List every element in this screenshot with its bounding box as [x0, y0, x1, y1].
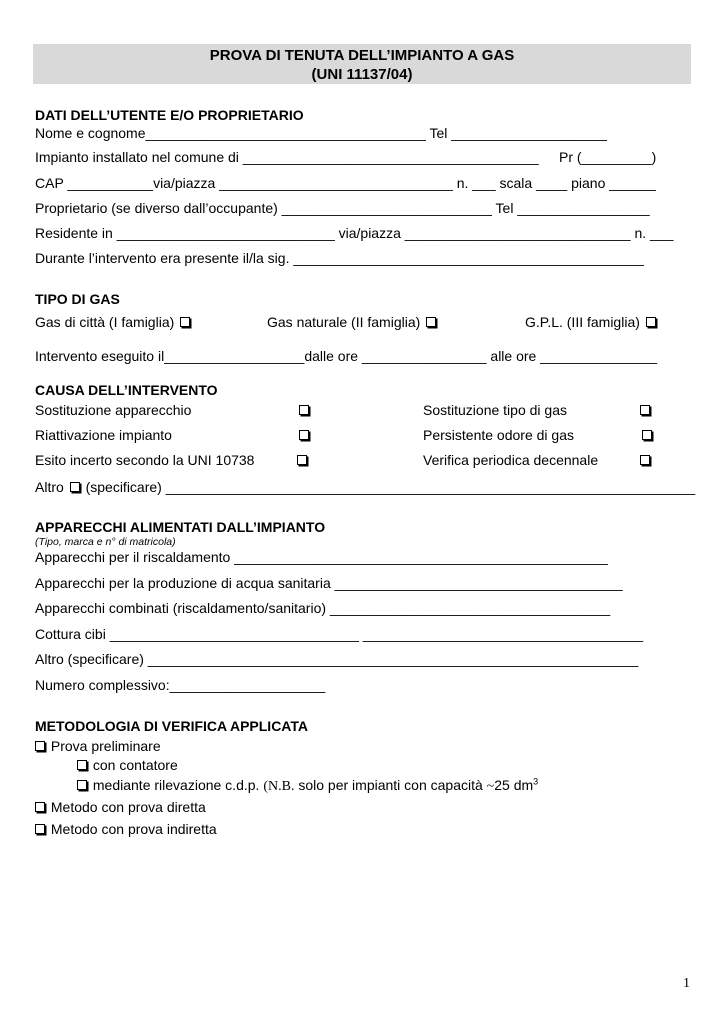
present-person-field[interactable]: Durante l’intervento era presente il/la sig. _____________________________________________: [35, 250, 644, 266]
method-cdp-nb: (N.B.: [263, 779, 295, 794]
province-field[interactable]: Pr (_________): [559, 149, 657, 165]
cause-other-field[interactable]: [35, 478, 695, 496]
method-direct[interactable]: [35, 798, 206, 816]
method-preliminary-label: Prova preliminare: [50, 738, 161, 754]
checkbox-icon[interactable]: [426, 317, 436, 327]
apparecchi-note: (Tipo, marca e n° di matricola): [35, 536, 176, 548]
checkbox-icon[interactable]: [299, 405, 309, 415]
checkbox-icon[interactable]: [35, 741, 45, 751]
cause-left-3-label: Esito incerto secondo la UNI 10738: [35, 452, 255, 468]
checkbox-icon[interactable]: [180, 317, 190, 327]
checkbox-icon[interactable]: [35, 824, 45, 834]
method-direct-label: Metodo con prova diretta: [50, 799, 206, 815]
gas-option-citta-label: Gas di città (I famiglia): [35, 314, 175, 330]
checkbox-icon[interactable]: [640, 405, 650, 415]
cause-other-specify: (specificare) ____________________________________________________________________: [85, 479, 696, 495]
checkbox-icon[interactable]: [642, 430, 652, 440]
checkbox-icon[interactable]: [77, 760, 87, 770]
gas-option-gpl[interactable]: [525, 313, 658, 331]
method-indirect-label: Metodo con prova indiretta: [50, 821, 217, 837]
checkbox-icon[interactable]: [77, 780, 87, 790]
heating-appliances-field[interactable]: Apparecchi per il riscaldamento ________________________________________________: [35, 549, 608, 565]
checkbox-icon[interactable]: [35, 802, 45, 812]
method-cdp-condition: solo per impianti con capacità: [298, 777, 483, 793]
section-heading-user: DATI DELL’UTENTE E/O PROPRIETARIO: [35, 107, 304, 123]
page-number: 1: [683, 976, 690, 991]
cause-right-1-label: Sostituzione tipo di gas: [423, 402, 567, 418]
residence-field[interactable]: Residente in ____________________________ via/piazza _____________________________ n. ___: [35, 225, 674, 241]
checkbox-icon[interactable]: [70, 482, 80, 492]
checkbox-icon[interactable]: [297, 455, 307, 465]
comune-field[interactable]: Impianto installato nel comune di ______________________________________: [35, 149, 539, 165]
address-field[interactable]: CAP ___________via/piazza ______________________________ n. ___ scala ____ piano ______: [35, 175, 656, 191]
gas-option-citta[interactable]: [35, 313, 192, 331]
cause-right-2-label: Persistente odore di gas: [423, 427, 574, 443]
approx-symbol: ~: [486, 779, 495, 794]
appliance-count-field[interactable]: Numero complessivo:____________________: [35, 677, 326, 693]
page-subtitle: (UNI 11137/04): [311, 66, 413, 83]
section-heading-gas: TIPO DI GAS: [35, 291, 120, 307]
water-appliances-field[interactable]: Apparecchi per la produzione di acqua sanitaria _____________________________________: [35, 575, 623, 591]
cooking-field[interactable]: Cottura cibi ________________________________ ____________________________________: [35, 626, 644, 642]
gas-option-naturale-label: Gas naturale (II famiglia): [267, 314, 421, 330]
method-meter-label: con contatore: [92, 757, 178, 773]
method-meter[interactable]: [77, 756, 178, 774]
page-title: PROVA DI TENUTA DELL’IMPIANTO A GAS: [209, 47, 515, 64]
cause-left-2-label: Riattivazione impianto: [35, 427, 172, 443]
checkbox-icon[interactable]: [640, 455, 650, 465]
method-preliminary[interactable]: [35, 737, 161, 755]
method-indirect[interactable]: [35, 820, 217, 838]
checkbox-icon[interactable]: [646, 317, 656, 327]
section-heading-apparecchi: APPARECCHI ALIMENTATI DALL’IMPIANTO: [35, 519, 326, 535]
method-cdp-exponent: 3: [533, 776, 539, 787]
intervention-date-field[interactable]: Intervento eseguito il__________________dalle ore ________________ alle ore _______________: [35, 348, 658, 364]
name-tel-field[interactable]: Nome e cognome____________________________________ Tel ____________________: [35, 125, 607, 141]
method-cdp[interactable]: [77, 776, 538, 796]
combined-appliances-field[interactable]: Apparecchi combinati (riscaldamento/sanitario) ____________________________________: [35, 600, 611, 616]
section-heading-metodo: METODOLOGIA DI VERIFICA APPLICATA: [35, 718, 308, 734]
other-appliances-field[interactable]: Altro (specificare) _______________________________________________________________: [35, 651, 639, 667]
owner-field[interactable]: Proprietario (se diverso dall’occupante) ___________________________ Tel _________________: [35, 200, 650, 216]
cause-other-label: Altro: [35, 479, 64, 495]
method-cdp-volume: 25 dm: [494, 777, 534, 793]
section-heading-causa: CAUSA DELL’INTERVENTO: [35, 382, 218, 398]
title-box: [33, 44, 691, 84]
gas-option-gpl-label: G.P.L. (III famiglia): [525, 314, 640, 330]
gas-option-naturale[interactable]: [267, 313, 438, 331]
cause-right-3-label: Verifica periodica decennale: [423, 452, 599, 468]
method-cdp-label: mediante rilevazione c.d.p.: [92, 777, 260, 793]
cause-left-1-label: Sostituzione apparecchio: [35, 402, 192, 418]
checkbox-icon[interactable]: [299, 430, 309, 440]
